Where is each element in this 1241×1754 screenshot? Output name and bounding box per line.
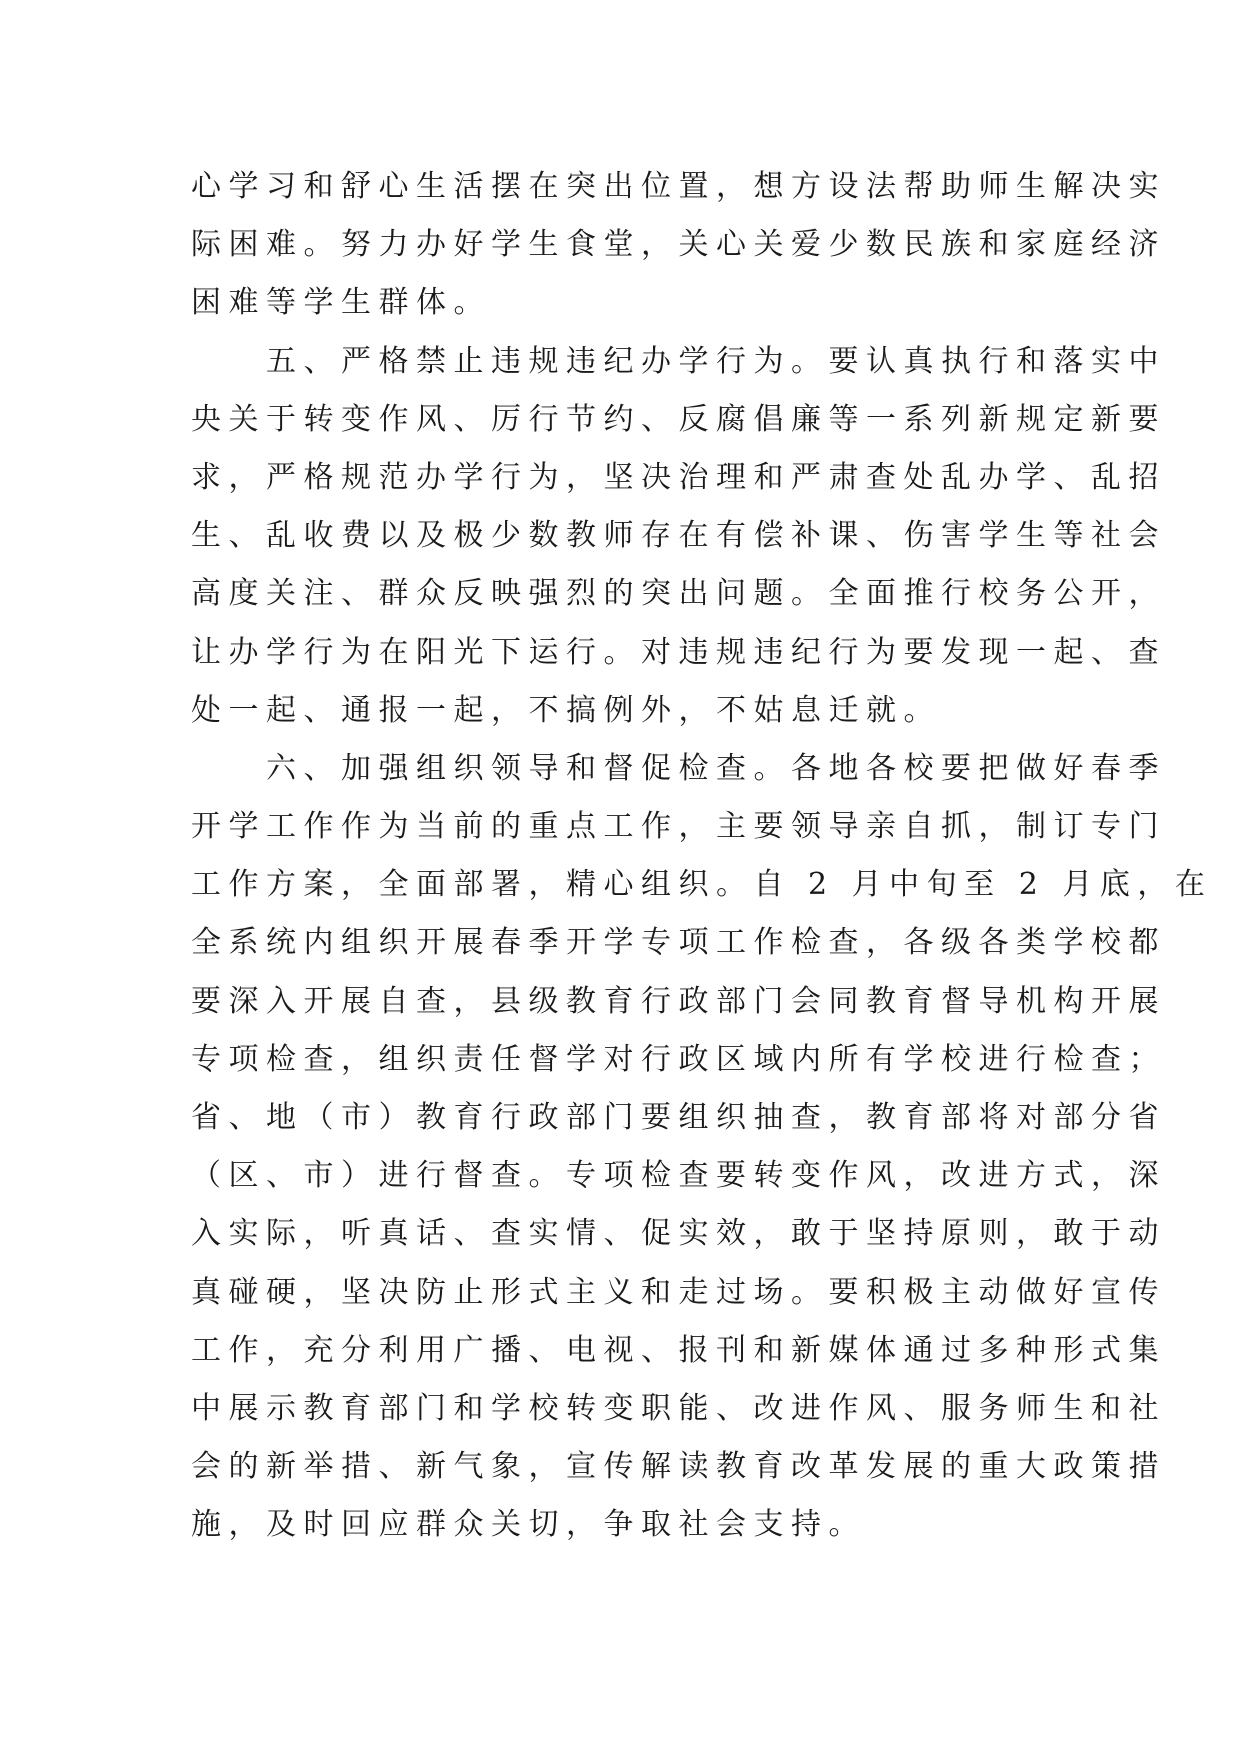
text-line: 处一起、通报一起，不搞例外，不姑息迁就。: [191, 692, 941, 728]
text-line: 施，及时回应群众关切，争取社会支持。: [191, 1507, 866, 1543]
text-line: 工作方案，全面部署，精心组织。自 2 月中旬至 2 月底，在: [191, 867, 1213, 903]
text-line: 中展示教育部门和学校转变职能、改进作风、服务师生和社: [191, 1390, 1166, 1426]
text-line: 开学工作作为当前的重点工作，主要领导亲自抓，制订专门: [191, 809, 1166, 845]
text-line: 求，严格规范办学行为，坚决治理和严肃查处乱办学、乱招: [191, 459, 1166, 495]
text-line: 困难等学生群体。: [191, 285, 491, 321]
section-six-heading-line: 六、加强组织领导和督促检查。各地各校要把做好春季: [191, 750, 1166, 786]
text-line: （区、市）进行督查。专项检查要转变作风，改进方式，深: [191, 1158, 1166, 1194]
text-line: 要深入开展自查，县级教育行政部门会同教育督导机构开展: [191, 983, 1166, 1019]
text-line: 央关于转变作风、厉行节约、反腐倡廉等一系列新规定新要: [191, 401, 1166, 437]
text-line: 全系统内组织开展春季开学专项工作检查，各级各类学校都: [191, 925, 1166, 961]
text-line: 工作，充分利用广播、电视、报刊和新媒体通过多种形式集: [191, 1332, 1166, 1368]
text-line: 生、乱收费以及极少数教师存在有偿补课、伤害学生等社会: [191, 518, 1166, 554]
text-line: 高度关注、群众反映强烈的突出问题。全面推行校务公开，: [191, 576, 1166, 612]
text-line: 专项检查，组织责任督学对行政区域内所有学校进行检查；: [191, 1041, 1166, 1077]
text-line: 心学习和舒心生活摆在突出位置，想方设法帮助师生解决实: [191, 169, 1166, 204]
text-line: 入实际，听真话、查实情、促实效，敢于坚持原则，敢于动: [191, 1216, 1166, 1252]
text-line: 省、地（市）教育行政部门要组织抽查，教育部将对部分省: [191, 1100, 1166, 1135]
section-five-heading-line: 五、严格禁止违规违纪办学行为。要认真执行和落实中: [191, 343, 1166, 379]
text-line: 让办学行为在阳光下运行。对违规违纪行为要发现一起、查: [191, 634, 1166, 670]
text-line: 际困难。努力办好学生食堂，关心关爱少数民族和家庭经济: [191, 227, 1166, 263]
text-line: 会的新举措、新气象，宣传解读教育改革发展的重大政策措: [191, 1449, 1166, 1485]
body-text: [191, 158, 1213, 1555]
text-line: 真碰硬，坚决防止形式主义和走过场。要积极主动做好宣传: [191, 1274, 1166, 1310]
